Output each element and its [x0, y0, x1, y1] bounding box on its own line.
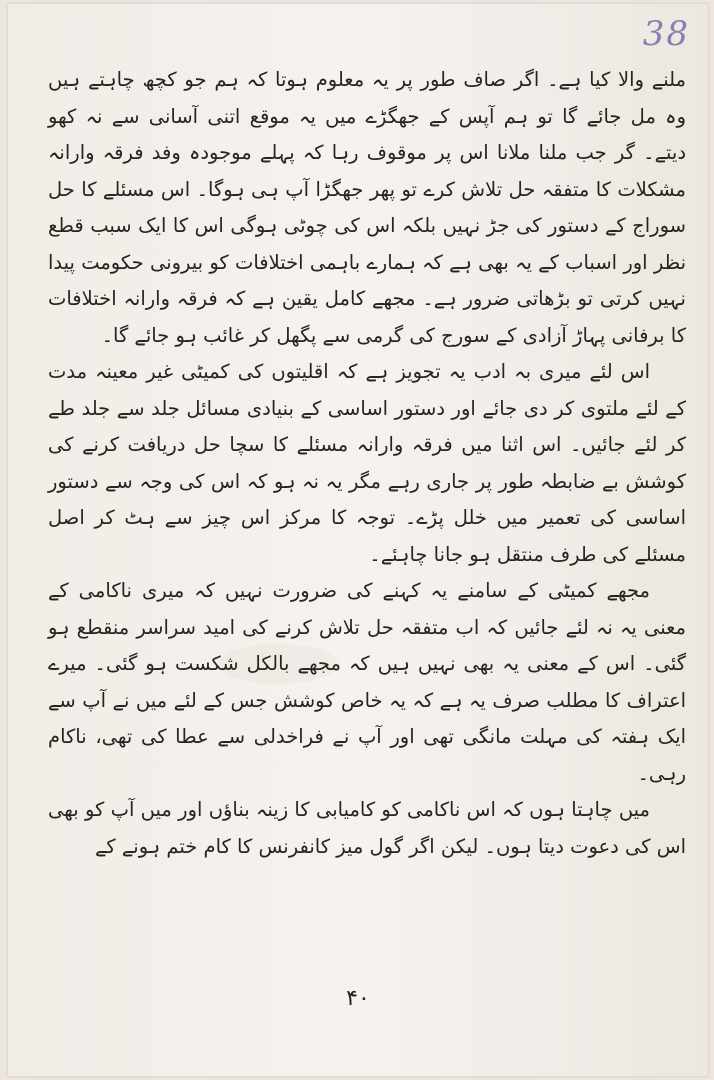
document-page: [8, 4, 708, 1076]
handwritten-page-number: 38: [642, 14, 690, 54]
paragraph-4: میں چاہتا ہوں کہ اس ناکامی کو کامیابی کا زینہ بناؤں اور میں آپ کو بھی اس کی دعوت دیتا ہوں۔ لیکن اگر گول میز کانفرنس کا کام ختم ہونے کے: [48, 798, 686, 858]
paragraph-3: مجھے کمیٹی کے سامنے یہ کہنے کی ضرورت نہیں کہ میری ناکامی کے معنی یہ نہ لئے جائیں کہ اب متفقہ حل تلاش کرنے کی امید سراسر منقطع ہو گئی۔ اس کے معنی یہ بھی نہیں ہیں کہ مجھے بالکل شکست ہو گئی۔ میرے اعتراف کا مطلب صرف یہ ہے کہ یہ خاص کوشش جس کے لئے میں نے آپ سے ایک ہفتہ کی مہلت مانگی تھی اور آپ نے فراخدلی سے عطا کی تھی، ناکام رہی۔: [48, 579, 686, 785]
body-text: [48, 62, 686, 865]
paragraph-2: اس لئے میری بہ ادب یہ تجویز ہے کہ اقلیتوں کی کمیٹی غیر معینہ مدت کے لئے ملتوی کر دی جائے اور دستور اساسی کے بنیادی مسائل جلد سے جلد طے کر لئے جائیں۔ اس اثنا میں فرقہ وارانہ مسئلے کا سچا حل دریافت کرنے کی کوشش بے ضابطہ طور پر جاری رہے مگر یہ نہ ہو کہ اس کی وجہ سے دستور اساسی کی تعمیر میں خلل پڑے۔ توجہ کا مرکز اس چیز سے ہٹ کر اصل مسئلے کی طرف منتقل ہو جانا چاہئے۔: [48, 360, 686, 566]
paragraph-1: ملنے والا کیا ہے۔ اگر صاف طور پر یہ معلوم ہوتا کہ ہم جو کچھ چاہتے ہیں وہ مل جائے گا تو ہم آپس کے جھگڑے میں یہ موقع اتنی آسانی سے نہ کھو دیتے۔ گر جب ملنا ملانا اس پر موقوف رہا کہ پہلے موجودہ وفد فرقہ وارانہ مشکلات کا متفقہ حل تلاش کرے تو پھر جھگڑا آپ ہی ہوگا۔ اس مسئلے کا حل سوراج کے دستور کی جڑ نہیں بلکہ اس کی چوٹی ہوگی اس کا ایک سبب قطع نظر اور اسباب کے یہ بھی ہے کہ ہمارے باہمی اختلافات کو بیرونی حکومت پیدا نہیں کرتی تو بڑھاتی ضرور ہے۔ مجھے کامل یقین ہے کہ فرقہ وارانہ اختلافات کا برفانی پہاڑ آزادی کے سورج کی گرمی سے پگھل کر غائب ہو جائے گا۔: [48, 68, 686, 347]
printed-page-number: ۴۰: [346, 986, 370, 1011]
